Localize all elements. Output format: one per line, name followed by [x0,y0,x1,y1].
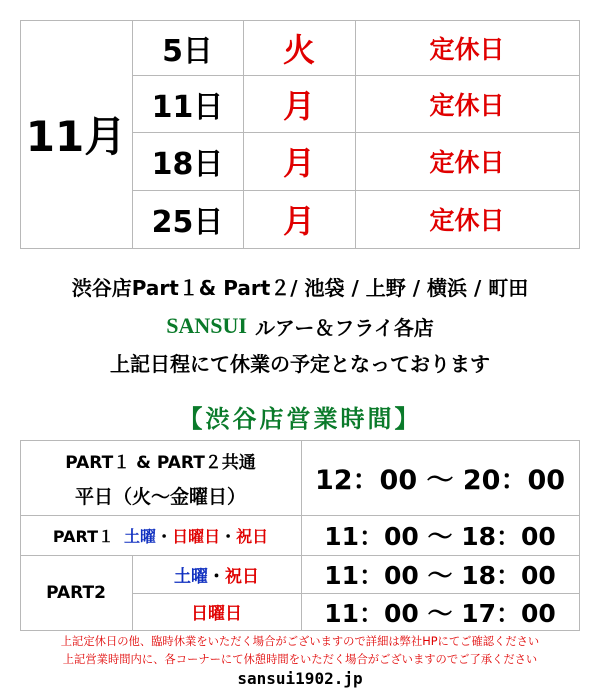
month-label: 11月 [25,112,127,161]
part2-sat-holiday-label [132,555,301,593]
part2-sat-holiday-hours: 11：00 ～ 18：00 [324,561,556,590]
holiday-weekday: 月 [282,202,315,240]
part1-label: PART１ [52,526,115,546]
footer-note-closure: 上記定休日の他、臨時休業をいただく場合がございますので詳細は弊社HPにてご確認ください [60,635,540,648]
holiday-status: 定休日 [429,90,505,120]
holiday-date: 5日 [162,33,213,69]
holiday-date: 18日 [151,147,224,182]
common-label-weekdays: 平日（火～金曜日） [74,485,246,508]
part2-holiday: 祝日 [225,566,259,587]
common-label-parts: PART１ & PART２共通 [65,452,256,473]
part1-weekend-hours: 11：00 ～ 18：00 [324,522,556,551]
holiday-weekday: 火 [282,30,315,69]
holiday-weekday: 月 [282,86,315,125]
store-list: 渋谷店Part１& Part２/ 池袋 / 上野 / 横浜 / 町田 [71,275,529,300]
separator: ・ [156,526,173,546]
footer-note-breaks: 上記営業時間内に、各コーナーにて休憩時間をいただく場合がございますのでご了承ください [62,653,538,666]
holiday-status: 定休日 [429,206,505,235]
part2-sunday-hours: 11：00 ～ 17：00 [324,598,556,628]
website-url: sansui1902.jp [237,668,363,688]
hours-title: 【渋谷店営業時間】 [178,404,422,433]
closure-message: 上記日程にて休業の予定となっております [110,351,490,376]
holiday-weekday: 月 [282,144,315,182]
part2-saturday: 土曜 [174,566,208,587]
part2-sunday-label: 日曜日 [191,604,242,624]
part1-saturday: 土曜 [124,526,157,546]
part2-label: PART2 [46,582,106,603]
brand-name: SANSUI [166,313,247,338]
part1-weekend-label [20,515,301,555]
holiday-status: 定休日 [429,34,505,64]
part1-sunday: 日曜日 [172,526,221,546]
common-hours: 12：00 ～ 20：00 [314,465,566,496]
part1-holiday: 祝日 [236,526,269,546]
holiday-date: 11日 [151,89,224,125]
separator: ・ [220,526,237,546]
brand-suffix: ルアー＆フライ各店 [254,315,434,340]
holiday-status: 定休日 [429,148,505,177]
separator: ・ [208,566,225,587]
brand-line [0,308,600,344]
holiday-date: 25日 [151,205,224,240]
